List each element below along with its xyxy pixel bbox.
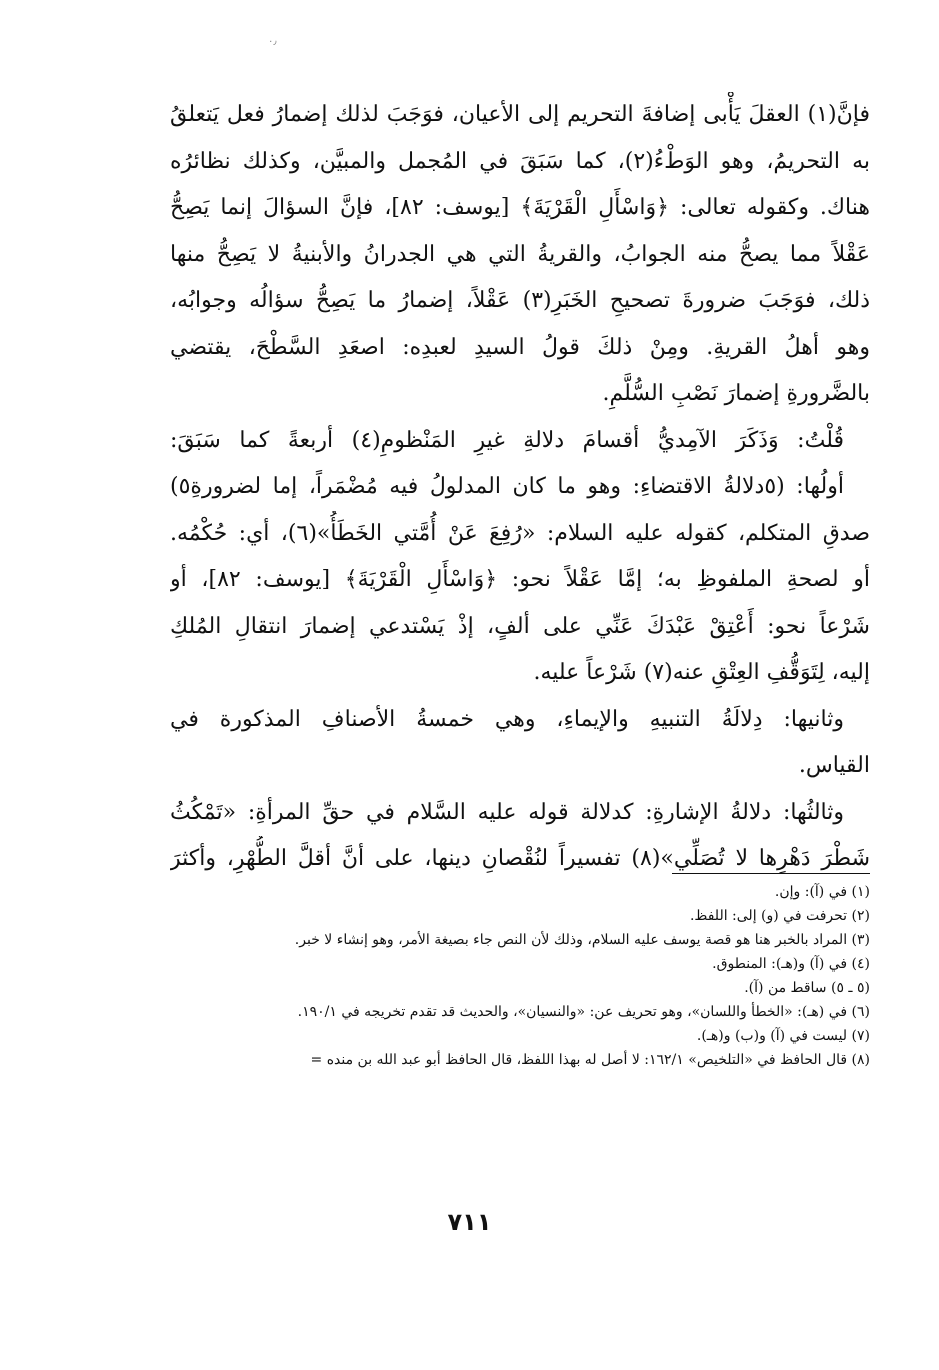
body-line-16: وثالثُها: دلالةُ الإشارةِ: كدلالة قوله عليه السَّلام في حقِّ المرأةِ: «تَمْكُثُ <box>170 799 844 825</box>
body-line-3: هناك. وكقوله تعالى: ﴿وَاسْأَلِ الْقَرْيَةَ﴾ [يوسف: ٨٢]، فإنَّ السؤالَ إنما يَصِحُّ <box>170 195 870 220</box>
body-line-14: وثانيها: دِلالَةُ التنبيهِ والإيماءِ، وهي خمسةُ الأصنافِ المذكورة في <box>170 706 844 732</box>
body-line-17: شَطْرَ دَهْرِها لا تُصَلِّي»(٨) تفسيراً لنُقْصانِ دينها، على أنَّ أقلَّ الطُّهْرِ، وأكثرَ <box>170 846 870 871</box>
body-line-1: فإنَّ(١) العقلَ يَأْبى إضافةَ التحريم إلى الأعيان، فوَجَبَ لذلك إضمارُ فعل يَتعلقُ <box>170 102 870 127</box>
scan-speck: ٠٫ <box>268 36 277 47</box>
body-line-13: إليه، لِتَوَقُّفِ العِتْقِ عنه(٧) شَرْعاً عليه. <box>533 660 870 685</box>
page-number: ٧١١ <box>447 1208 492 1236</box>
footnote-8: (٨) قال الحافظ في «التلخيص» ١٦٢/١: لا أصل له بهذا اللفظ، قال الحافظ أبو عبد الله بن منده = <box>310 1052 870 1068</box>
body-line-7: بالضَّرورةِ إضمارَ نَصْبِ السُّلَّمِ. <box>602 381 870 406</box>
body-line-5: ذلك، فوَجَبَ ضرورةَ تصحيحِ الخَبَرِ(٣) عَقْلاً، إضمارُ ما يَصِحُّ سؤالُه وجوابُه، <box>170 288 870 313</box>
body-line-2: به التحريمُ، وهو الوَطْءُ(٢)، كما سَبَقَ في المُجمل والمبيَّن، وكذلك نظائرُه <box>170 148 870 174</box>
body-line-12: شَرْعاً نحو: أَعْتِقْ عَبْدَكَ عَنِّي على ألفٍ، إذْ يَسْتدعي إضمارَ انتقالِ المُلكِ <box>170 613 870 639</box>
body-line-6: وهو أهلُ القريةِ. ومِنْ ذلكَ قولُ السيدِ لعبدِه: اصعَدِ السَّطْحَ، يقتضي <box>170 334 870 360</box>
footnote-1: (١) في (آ): وإن. <box>774 884 870 900</box>
body-line-4: عَقْلاً مما يصحُّ منه الجوابُ، والقريةُ التي هي الجدرانُ والأبنيةُ لا يَصِحُّ منها <box>170 241 870 267</box>
footnote-separator <box>672 873 870 874</box>
body-line-9: أولُها: (٥دلالةُ الاقتضاءِ: وهو ما كان المدلولُ فيه مُضْمَراً، إما لضرورةِ٥) <box>170 474 844 499</box>
body-line-8: قُلْتُ: وَذَكَرَ الآمِديُّ أقسامَ دلالةِ غيرِ المَنْظومِ(٤) أربعةً كما سَبَقَ: <box>170 427 844 453</box>
body-line-15: القياس. <box>798 753 870 778</box>
body-line-11: أو لصحةِ الملفوظِ به؛ إمَّا عَقْلاً نحو: ﴿وَاسْأَلِ الْقَرْيَةَ﴾ [يوسف: ٨٢]، أو <box>170 567 870 592</box>
body-line-10: صدقِ المتكلم، كقوله عليه السلام: «رُفِعَ عَنْ أُمَّتي الخَطَأُ»(٦)، أي: حُكْمُه. <box>170 520 870 546</box>
footnote-6: (٦) في (هـ): «الخطأ واللسان»، وهو تحريف عن: «والنسيان»، والحديث قد تقدم تخريجه في ١٩٠/١. <box>297 1004 870 1020</box>
footnote-7: (٧) ليست في (آ) و(ب) و(هـ). <box>696 1028 870 1044</box>
footnote-3: (٣) المراد بالخبر هنا هو قصة يوسف عليه السلام، وذلك لأن النص جاء بصيغة الأمر، وهو إنشاء لا خبر. <box>294 932 870 948</box>
footnotes <box>160 880 870 1072</box>
footnote-4: (٤) في (آ) و(هـ): المنطوق. <box>712 956 870 972</box>
body-text <box>170 92 870 883</box>
footnote-5: (٥ ـ ٥) ساقط من (آ). <box>744 980 870 996</box>
footnote-2: (٢) تحرفت في (و) إلى: اللفظ. <box>689 908 870 924</box>
